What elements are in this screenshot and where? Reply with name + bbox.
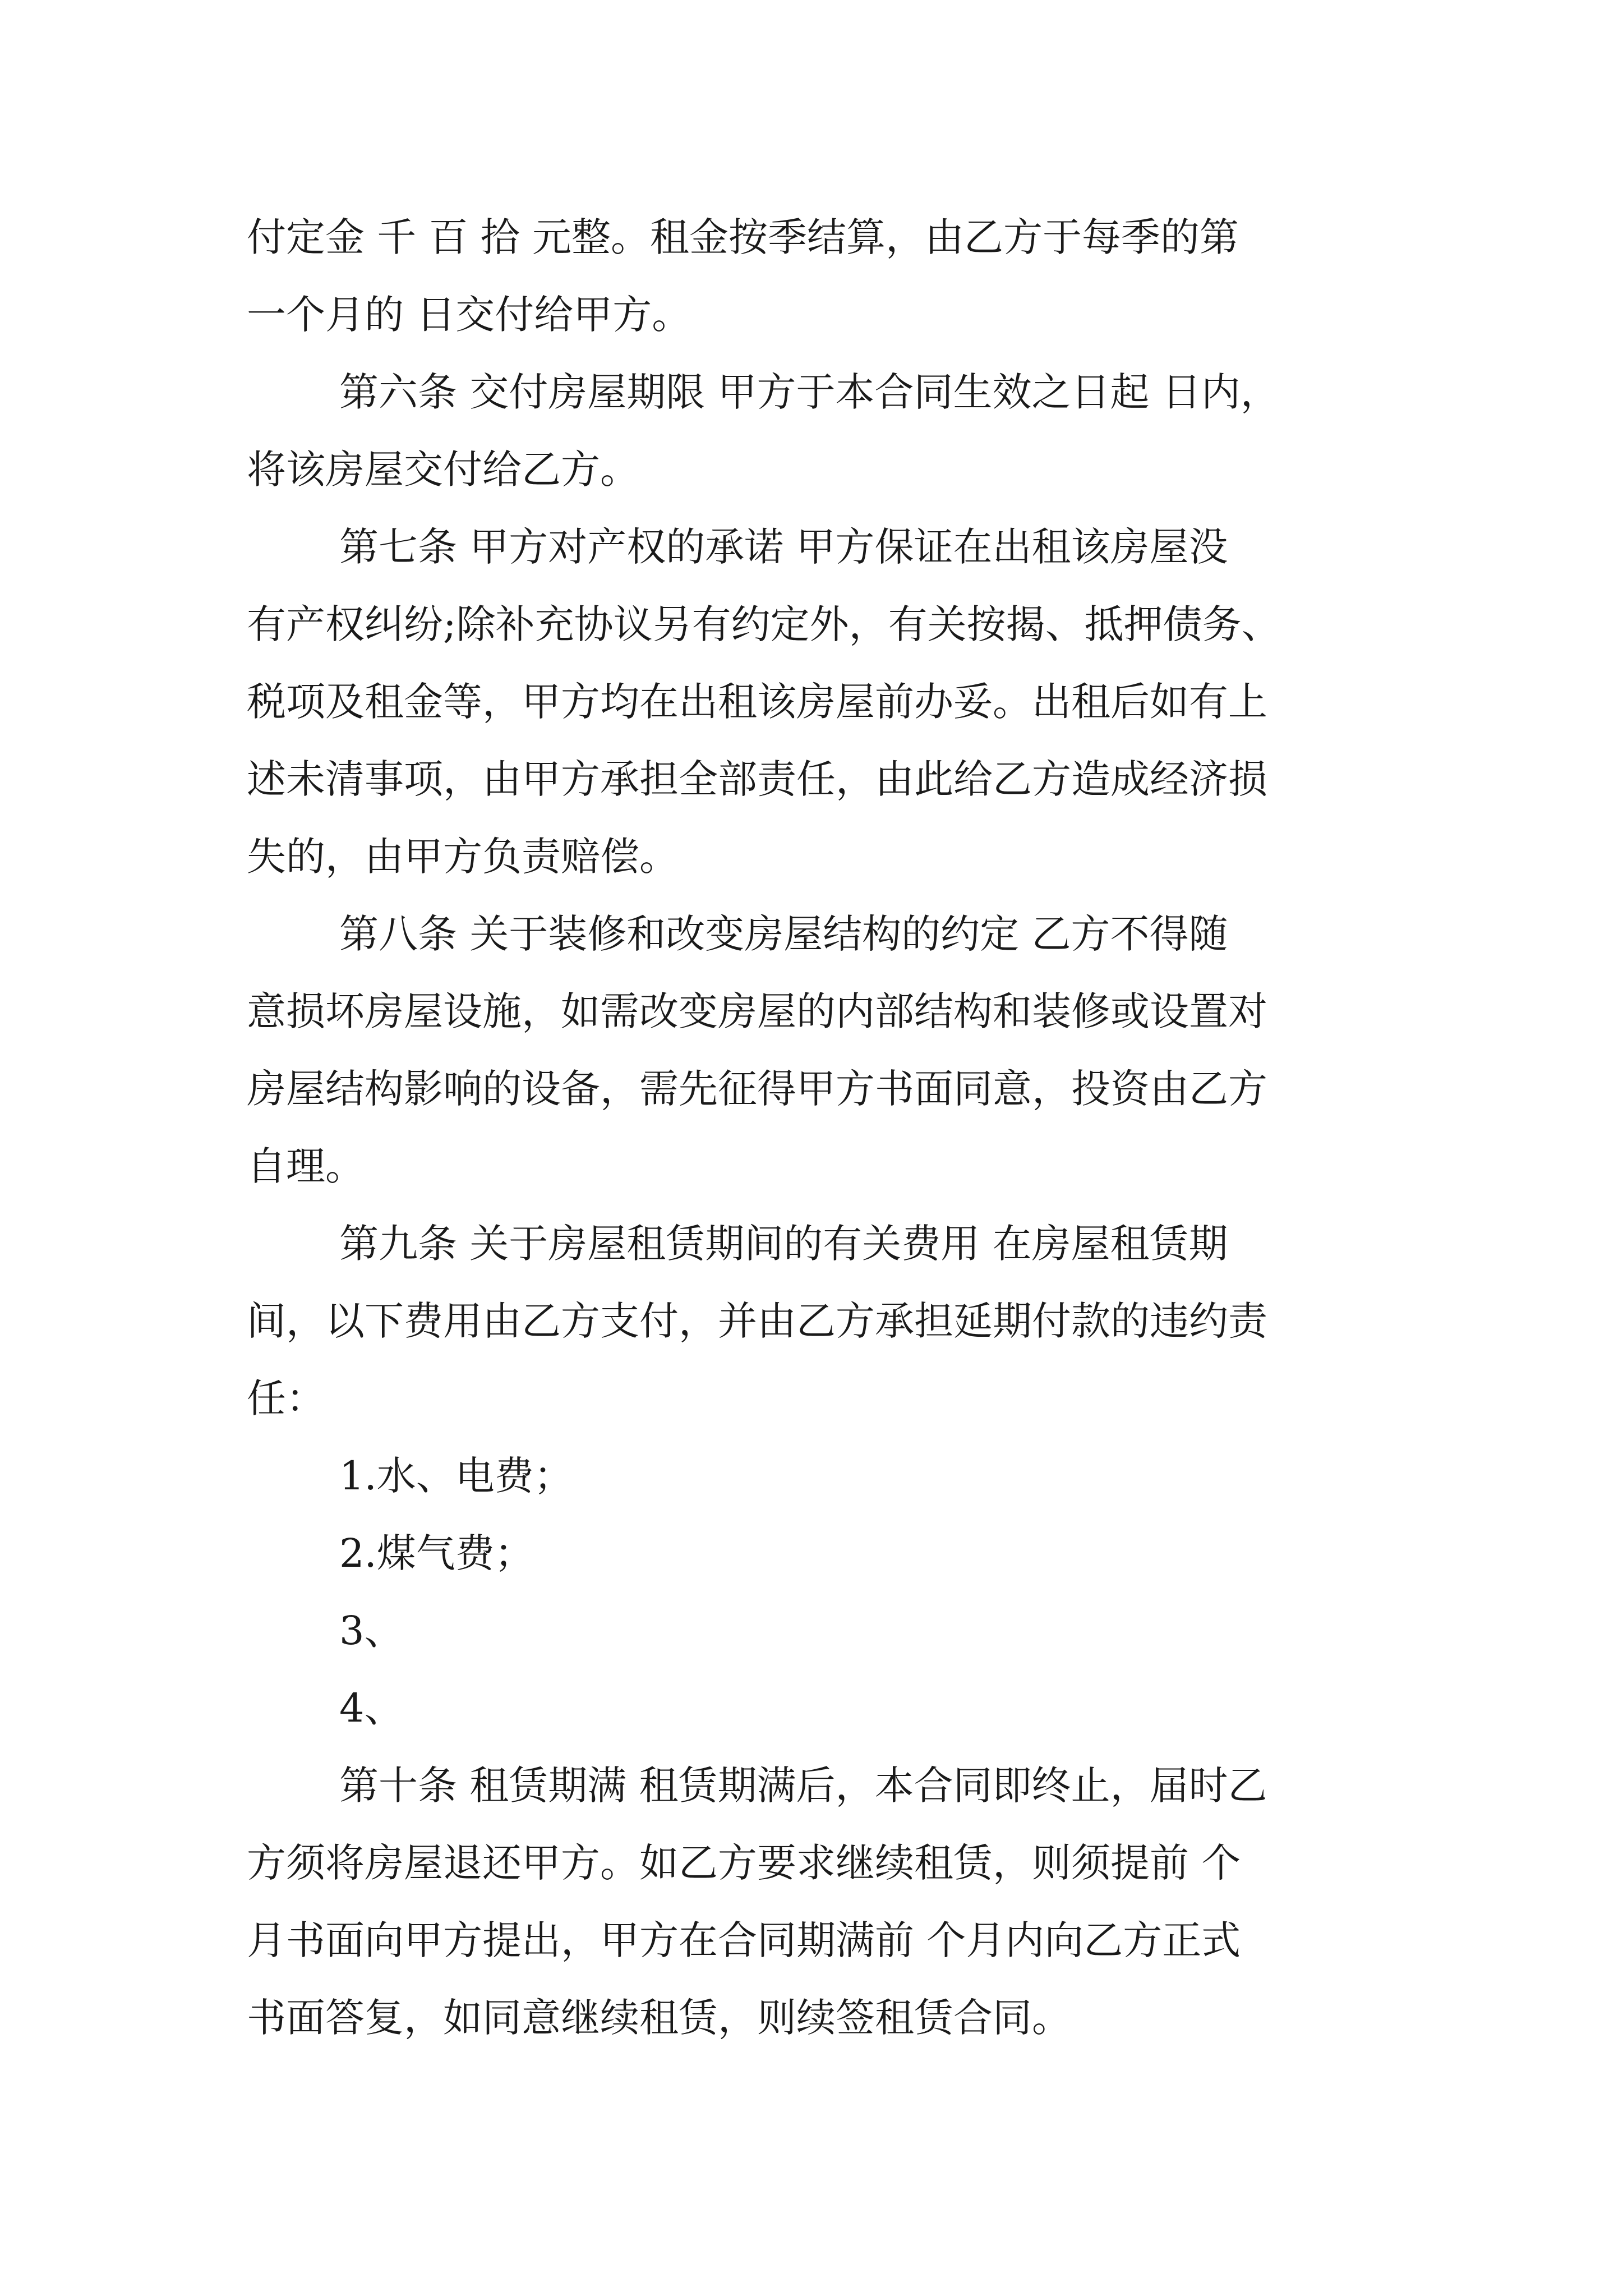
- text-line: 将该房屋交付给乙方。: [247, 447, 639, 493]
- text-line: 税项及租金等，甲方均在出租该房屋前办妥。出租后如有上: [247, 679, 1267, 725]
- article-9-heading-line: 第九条 关于房屋租赁期间的有关费用 在房屋租赁期: [339, 1221, 1228, 1267]
- text-line: 书面答复，如同意继续租赁，则续签租赁合同。: [247, 1995, 1071, 2041]
- list-item: 3、: [339, 1608, 404, 1654]
- text-line: 间，以下费用由乙方支付，并由乙方承担延期付款的违约责: [247, 1298, 1267, 1344]
- text-line: 述未清事项，由甲方承担全部责任，由此给乙方造成经济损: [247, 756, 1267, 802]
- text-line: 任：: [247, 1375, 325, 1421]
- text-line: 失的，由甲方负责赔偿。: [247, 834, 679, 880]
- list-item: 4、: [339, 1685, 404, 1731]
- text-line: 房屋结构影响的设备，需先征得甲方书面同意，投资由乙方: [247, 1066, 1267, 1112]
- text-line: 有产权纠纷;除补充协议另有约定外，有关按揭、抵押债务、: [247, 601, 1281, 647]
- text-line: 付定金 千 百 拾 元整。租金按季结算，由乙方于每季的第: [247, 214, 1239, 260]
- text-line: 自理。: [247, 1143, 365, 1189]
- text-line: 方须将房屋退还甲方。如乙方要求继续租赁，则须提前 个: [247, 1840, 1241, 1886]
- article-10-heading-line: 第十条 租赁期满 租赁期满后，本合同即终止，届时乙: [339, 1763, 1267, 1809]
- text-line: 一个月的 日交付给甲方。: [247, 292, 691, 338]
- article-8-heading-line: 第八条 关于装修和改变房屋结构的约定 乙方不得随: [339, 911, 1228, 957]
- article-7-heading-line: 第七条 甲方对产权的承诺 甲方保证在出租该房屋没: [339, 524, 1228, 570]
- list-item: 1.水、电费；: [339, 1453, 573, 1499]
- text-line: 意损坏房屋设施，如需改变房屋的内部结构和装修或设置对: [247, 988, 1267, 1034]
- list-item: 2.煤气费；: [339, 1530, 534, 1576]
- article-6-heading-line: 第六条 交付房屋期限 甲方于本合同生效之日起 日内，: [339, 369, 1280, 415]
- text-line: 月书面向甲方提出，甲方在合同期满前 个月内向乙方正式: [247, 1917, 1241, 1963]
